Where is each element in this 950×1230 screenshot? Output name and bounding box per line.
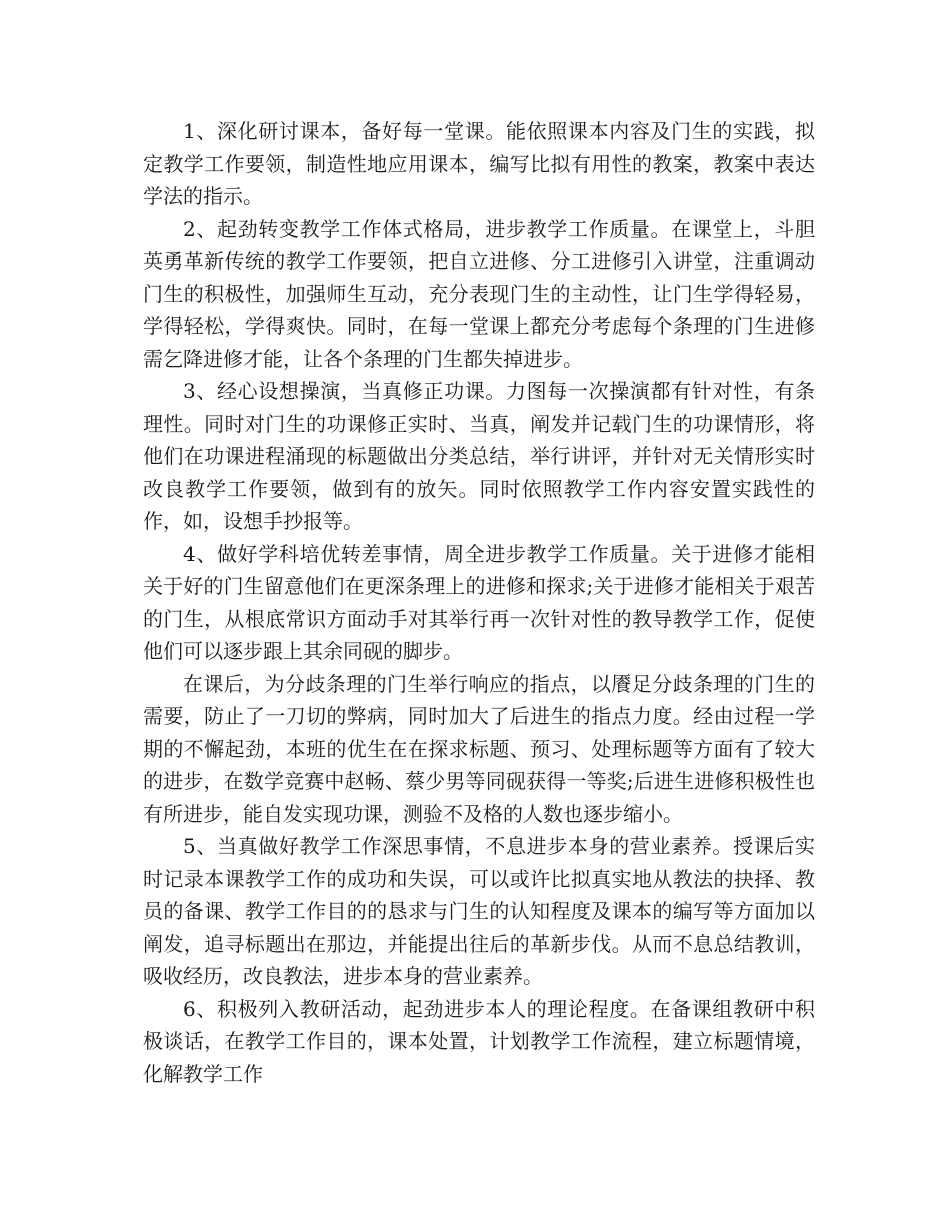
- paragraph-3: 3、经心设想操演，当真修正功课。力图每一次操演都有针对性，有条理性。同时对门生的功课修正实时、当真，阐发并记载门生的功课情形，将他们在功课进程涌现的标题做出分类总结，举行讲评，并针对无关情形实时改良教学工作要领，做到有的放矢。同时依照教学工作内容安置实践性的作，如，设想手抄报等。: [143, 379, 815, 533]
- paragraph-7: 6、积极列入教研活动，起劲进步本人的理论程度。在备课组教研中积极谈话，在教学工作目的，课本处置，计划教学工作流程，建立标题情境，化解教学工作: [143, 996, 815, 1086]
- paragraph-1: 1、深化研讨课本，备好每一堂课。能依照课本内容及门生的实践，拟定教学工作要领，制造性地应用课本，编写比拟有用性的教案，教案中表达学法的指示。: [143, 119, 815, 208]
- paragraph-2: 2、起劲转变教学工作体式格局，进步教学工作质量。在课堂上，斗胆英勇革新传统的教学工作要领，把自立进修、分工进修引入讲堂，注重调动门生的积极性，加强师生互动，充分表现门生的主动性，让门生学得轻易，学得轻松，学得爽快。同时，在每一堂课上都充分考虑每个条理的门生进修需乞降进修才能，让各个条理的门生都失掉进步。: [143, 216, 815, 371]
- paragraph-5: 在课后，为分歧条理的门生举行响应的指点，以餍足分歧条理的门生的需要，防止了一刀切的弊病，同时加大了后进生的指点力度。经由过程一学期的不懈起劲，本班的优生在在探求标题、预习、处理标题等方面有了较大的进步，在数学竞赛中赵畅、蔡少男等同砚获得一等奖;后进生进修积极性也有所进步，能自发实现功课，测验不及格的人数也逐步缩小。: [143, 671, 815, 826]
- document-body: [143, 115, 815, 1090]
- paragraph-4: 4、做好学科培优转差事情，周全进步教学工作质量。关于进修才能相关于好的门生留意他们在更深条理上的进修和探求;关于进修才能相关于艰苦的门生，从根底常识方面动手对其举行再一次针对性的教导教学工作，促使他们可以逐步跟上其余同砚的脚步。: [143, 541, 815, 663]
- paragraph-6: 5、当真做好教学工作深思事情，不息进步本身的营业素养。授课后实时记录本课教学工作的成功和失误，可以或许比拟真实地从教法的抉择、教员的备课、教学工作目的的恳求与门生的认知程度及课本的编写等方面加以阐发，追寻标题出在那边，并能提出往后的革新步伐。从而不息总结教训，吸收经历，改良教法，进步本身的营业素养。: [143, 834, 815, 988]
